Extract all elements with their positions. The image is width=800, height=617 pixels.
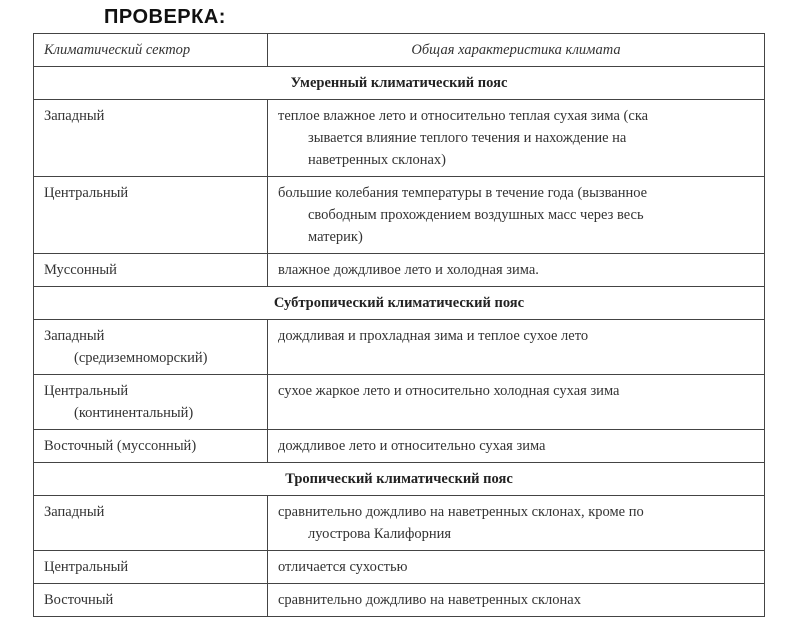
sector-cell — [34, 320, 268, 375]
header-characteristic: Общая характеристика климата — [268, 34, 765, 67]
table-row — [34, 177, 765, 254]
cell-text-line: влажное дождливое лето и холодная зима. — [278, 262, 539, 278]
cell-text-line: луострова Калифорния — [308, 526, 452, 542]
sector-cell — [34, 551, 268, 584]
table-row — [34, 320, 765, 375]
cell-text-line: отличается сухостью — [278, 559, 408, 575]
cell-text-line: дождливое лето и относительно сухая зима — [278, 438, 546, 454]
characteristic-cell — [268, 584, 765, 617]
section-title: Субтропический климатический пояс — [34, 287, 765, 320]
cell-text-line: Восточный (муссонный) — [44, 438, 197, 454]
characteristic-cell — [268, 551, 765, 584]
cell-text-line: Восточный — [44, 592, 114, 608]
table-row — [34, 496, 765, 551]
table-row — [34, 100, 765, 177]
characteristic-cell — [268, 430, 765, 463]
cell-text-line: материк) — [308, 229, 363, 245]
sector-cell — [34, 584, 268, 617]
cell-text-line: Западный — [44, 328, 105, 344]
section-title: Умеренный климатический пояс — [34, 67, 765, 100]
table-row — [34, 254, 765, 287]
sector-cell — [34, 375, 268, 430]
table-row — [34, 430, 765, 463]
cell-text-line: теплое влажное лето и относительно теплая сухая зима (ска — [278, 108, 649, 124]
characteristic-cell — [268, 177, 765, 254]
table-row — [34, 551, 765, 584]
section-title: Тропический климатический пояс — [34, 463, 765, 496]
sector-cell — [34, 496, 268, 551]
header-sector: Климатический сектор — [34, 34, 268, 67]
section-header-row — [34, 67, 765, 100]
table-header-row — [34, 34, 765, 67]
characteristic-cell — [268, 496, 765, 551]
cell-text-line: (средиземноморский) — [74, 350, 208, 366]
cell-text-line: зывается влияние теплого течения и нахождение на — [308, 130, 627, 146]
page-title: ПРОВЕРКА: — [104, 6, 226, 28]
characteristic-cell — [268, 100, 765, 177]
cell-text-line: сравнительно дождливо на наветренных склонах, кроме по — [278, 504, 644, 520]
cell-text-line: свободным прохождением воздушных масс через весь — [308, 207, 644, 223]
cell-text-line: Центральный — [44, 383, 129, 399]
cell-text-line: большие колебания температуры в течение года (вызванное — [278, 185, 648, 201]
cell-text-line: Центральный — [44, 559, 129, 575]
cell-text-line: дождливая и прохладная зима и теплое сухое лето — [278, 328, 589, 344]
cell-text-line: наветренных склонах) — [308, 152, 446, 168]
section-header-row — [34, 463, 765, 496]
cell-text-line: (континентальный) — [74, 405, 194, 421]
characteristic-cell — [268, 254, 765, 287]
characteristic-cell — [268, 375, 765, 430]
sector-cell — [34, 100, 268, 177]
cell-text-line: Центральный — [44, 185, 129, 201]
table-row — [34, 375, 765, 430]
cell-text-line: сравнительно дождливо на наветренных склонах — [278, 592, 581, 608]
cell-text-line: сухое жаркое лето и относительно холодная сухая зима — [278, 383, 620, 399]
sector-cell — [34, 177, 268, 254]
cell-text-line: Западный — [44, 108, 105, 124]
sector-cell — [34, 430, 268, 463]
cell-text-line: Западный — [44, 504, 105, 520]
climate-table — [33, 33, 765, 617]
cell-text-line: Муссонный — [44, 262, 117, 278]
section-header-row — [34, 287, 765, 320]
sector-cell — [34, 254, 268, 287]
table-row — [34, 584, 765, 617]
characteristic-cell — [268, 320, 765, 375]
